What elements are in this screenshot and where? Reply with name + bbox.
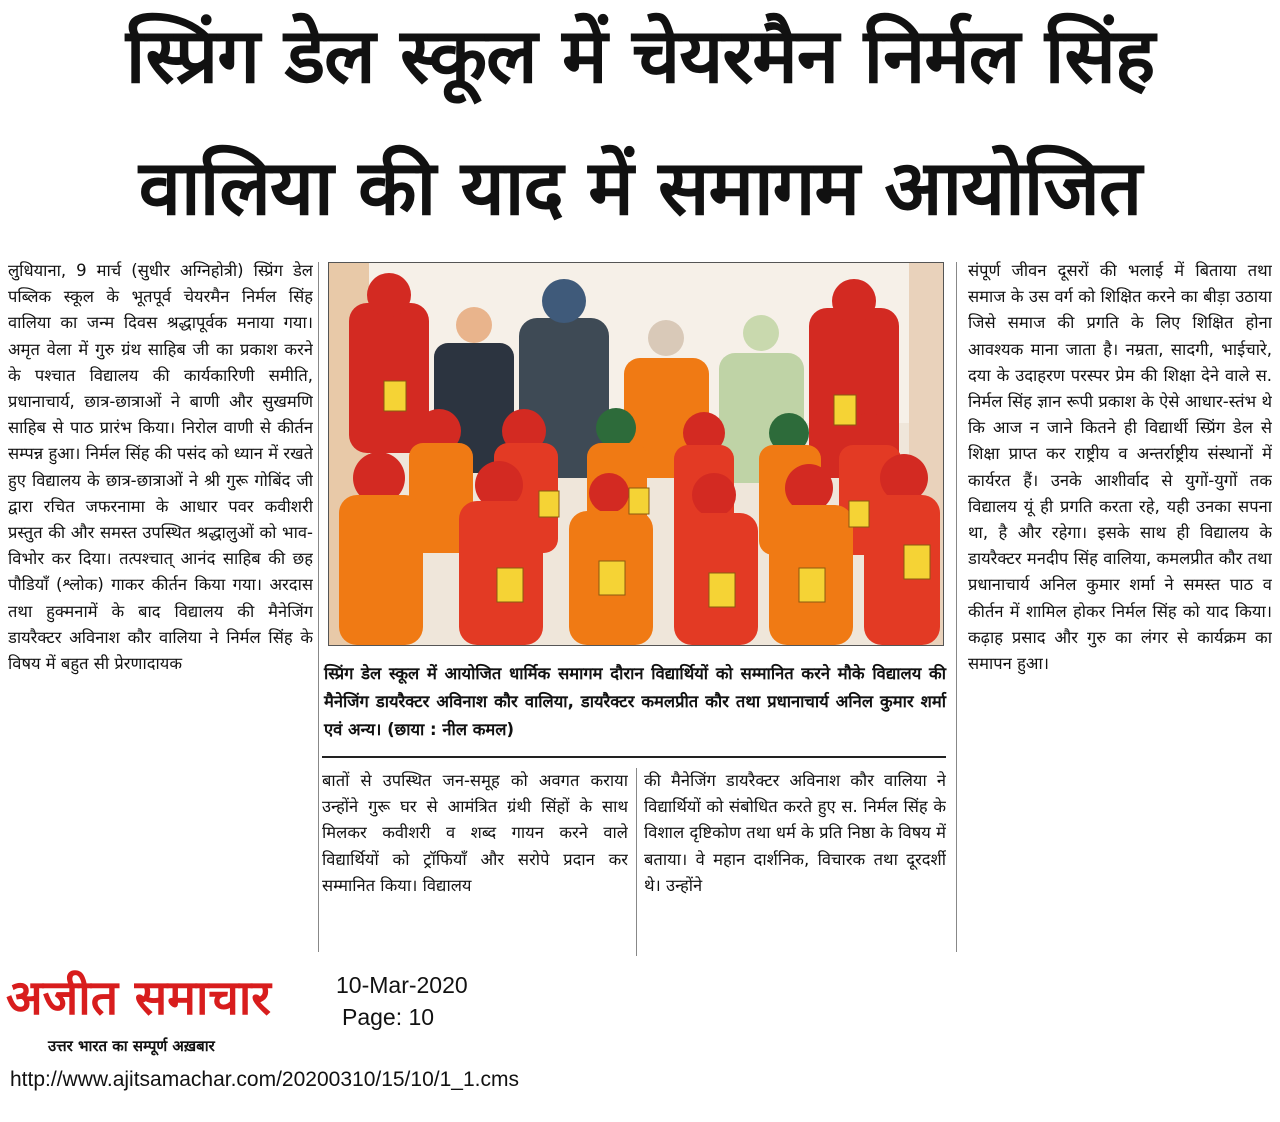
column-divider-left: [318, 262, 319, 952]
headline-line-1: स्प्रिंग डेल स्कूल में चेयरमैन निर्मल सिंह: [125, 11, 1155, 100]
article-column-mid-2: [644, 768, 946, 958]
group-photo-illustration: [329, 263, 943, 645]
publication-date: 10-Mar-2020: [336, 972, 468, 998]
news-photo: [328, 262, 944, 646]
source-url[interactable]: http://www.ajitsamachar.com/20200310/15/10/1_1.cms: [10, 1068, 519, 1091]
article-text-mid-1: बातों से उपस्थित जन-समूह को अवगत कराया उन्होंने गुरू घर से आमंत्रित ग्रंथी सिंहों के साथ मिलकर कवीशरी व शब्द गायन करने वाले विद्यार्थियों को ट्रॉफियाँ और सरोपे प्रदान कर सम्मानित किया। विद्यालय: [322, 771, 628, 895]
headline-line-2: वालिया की याद में समागम आयोजित: [138, 143, 1142, 232]
newspaper-logo: अजीत समाचार: [6, 970, 271, 1026]
article-column-mid-1: [322, 768, 628, 958]
newspaper-tagline: उत्तर भारत का सम्पूर्ण अख़बार: [48, 1037, 215, 1055]
article-text-right: संपूर्ण जीवन दूसरों की भलाई में बिताया तथा समाज के उस वर्ग को शिक्षित करने का बीड़ा उठाया जिसे समाज की प्रगति के लिए शिक्षित होना आवश्यक माना जाता है। नम्रता, सादगी, भाईचारे, दया के उदाहरण परस्पर प्रेम की शिक्षा देने वाले स. निर्मल सिंह ज्ञान रूपी प्रकाश के ऐसे आधार-स्तंभ थे कि आज न जाने कितने ही विद्यार्थी स्प्रिंग डेल से शिक्षा प्राप्त कर राष्ट्रीय व अन्तर्राष्ट्रीय संस्थानों में कार्यरत हैं। उनके आशीर्वाद से युगों-युगों तक विद्यालय यूं ही प्रगति करता रहे, यही उनका सपना था, है और रहेगा। इसके साथ ही विद्यालय के डायरैक्टर मनदीप सिंह वालिया, कमलप्रीत कौर तथा प्रधानाचार्य अनिल कुमार शर्मा ने समस्त पाठ व कीर्तन में शामिल होकर निर्मल सिंह को याद किया। कढ़ाह प्रसाद और गुरु का लंगर से कार्यक्रम का समापन हुआ।: [968, 261, 1272, 674]
caption-divider: [322, 756, 946, 758]
photo-caption: स्प्रिंग डेल स्कूल में आयोजित धार्मिक समागम दौरान विद्यार्थियों को सम्मानित करने मौके विद्यालय की मैनेजिंग डायरैक्टर अविनाश कौर वालिया, डायरैक्टर कमलप्रीत कौर तथा प्रधानाचार्य अनिल कुमार शर्मा एवं अन्य। (छाया : नील कमल): [324, 664, 946, 739]
column-divider-right: [956, 262, 957, 952]
article-column-right: [968, 258, 1272, 958]
article-text-left: लुधियाना, 9 मार्च (सुधीर अग्निहोत्री) स्प्रिंग डेल पब्लिक स्कूल के भूतपूर्व चेयरमैन निर्मल सिंह वालिया का जन्म दिवस श्रद्धापूर्वक मनाया गया। अमृत वेला में गुरु ग्रंथ साहिब जी का प्रकाश करने के पश्चात विद्यालय की कार्यकारिणी समीति, प्रधानाचार्य, छात्र-छात्राओं ने बाणी और सुखमणि साहिब से पाठ प्रारंभ किया। निरोल वाणी से कीर्तन सम्पन्न हुआ। निर्मल सिंह की पसंद को ध्यान में रखते हुए विद्यालय के छात्र-छात्राओं ने श्री गुरू गोबिंद जी द्वारा रचित जफरनामा के आधार पवर कवीशरी प्रस्तुत की और समस्त उपस्थित श्रद्धालुओं को भाव-विभोर कर दिया। तत्पश्चात् आनंद साहिब की छह पौडियाँ (श्लोक) गाकर कीर्तन किया गया। अरदास तथा हुक्मनामें के बाद विद्यालय की मैनेजिंग डायरैक्टर अविनाश कौर वालिया ने निर्मल सिंह के विषय में बहुत सी प्रेरणादायक: [8, 261, 313, 674]
article-column-left: [8, 258, 313, 964]
page-number: Page: 10: [342, 1004, 435, 1030]
column-divider-mid: [636, 768, 637, 956]
article-text-mid-2: की मैनेजिंग डायरैक्टर अविनाश कौर वालिया ने विद्यार्थियों को संबोधित करते हुए स. निर्मल सिंह के विशाल दृष्टिकोण तथा धर्म के प्रति निष्ठा के विषय में बताया। वे महान दार्शनिक, विचारक तथा दूरदर्शी थे। उन्होंने: [644, 771, 946, 895]
